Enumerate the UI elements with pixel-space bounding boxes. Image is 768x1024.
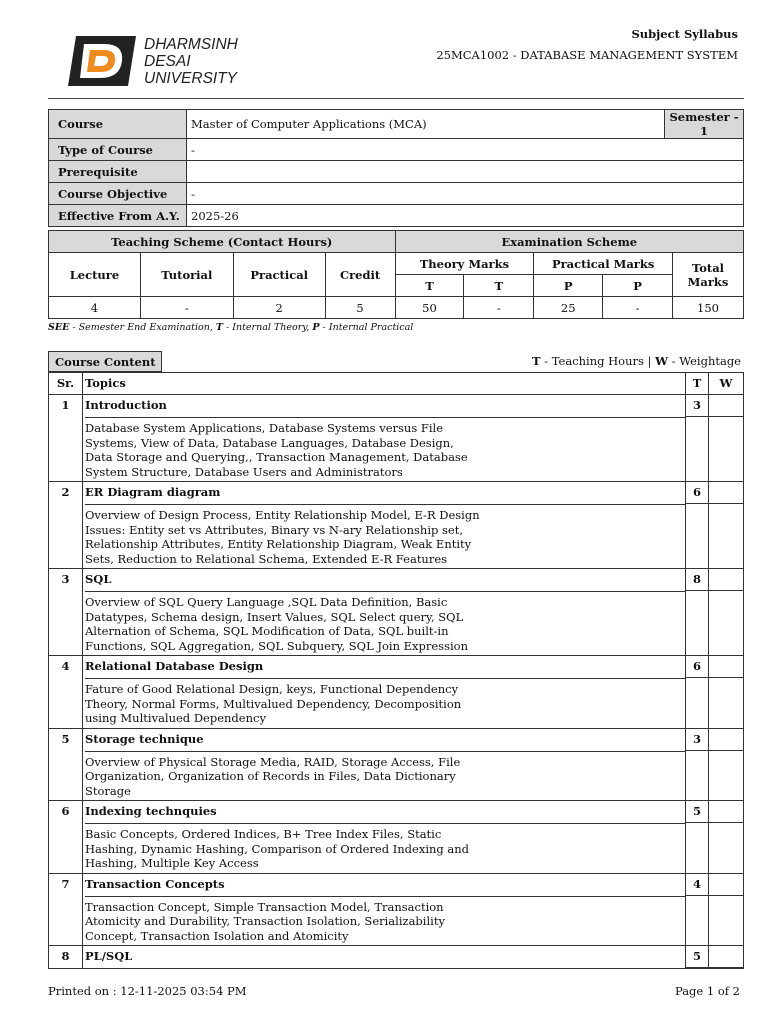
topics-header: Topics [83,373,686,395]
legend-see-key: SEE [48,322,70,333]
legend-t-text: - Internal Theory, [222,322,313,333]
header-info [436,24,738,66]
topic-cell [83,873,686,946]
teaching-scheme-title: Teaching Scheme (Contact Hours) [49,231,396,253]
topic-row [49,946,744,969]
lecture-header: Lecture [49,253,141,297]
topic-weightage-cell [709,728,744,801]
topic-sr: 5 [49,728,83,801]
topic-description: Basic Concepts, Ordered Indices, B+ Tree Index Files, Static Hashing, Dynamic Hashing, Comparison of Ordered Indexing and Hashing, Multiple Key Access [85,827,470,870]
topic-hours-cell [686,482,709,569]
note-w-text: - Weightage [668,354,741,368]
theory-see-value: 50 [395,297,464,319]
topic-row [49,801,744,874]
lecture-value: 4 [49,297,141,319]
topic-sr: 7 [49,873,83,946]
practical-value: 2 [233,297,325,319]
effective-label: Effective From A.Y. [49,205,187,227]
topic-cell [83,946,686,969]
theory-internal-header: T [464,275,534,297]
topic-hours-cell [686,801,709,874]
logo-line-1: DHARMSINH [144,36,238,53]
practical-see-header: P [534,275,603,297]
topic-weightage [709,874,743,896]
effective-value: 2025-26 [187,205,744,227]
topic-row [49,873,744,946]
topic-hours: 3 [686,729,708,751]
content-header-row [49,373,744,395]
university-name [144,36,238,87]
practical-header: Practical [233,253,325,297]
topic-hours: 5 [686,946,708,968]
topic-hours-cell [686,946,709,969]
course-content-table [48,372,744,969]
topic-hours: 6 [686,482,708,504]
topic-cell [83,569,686,656]
topic-weightage-cell [709,656,744,729]
topic-hours-cell [686,873,709,946]
sr-header: Sr. [49,373,83,395]
prereq-row [49,161,744,183]
topic-sr: 4 [49,656,83,729]
university-logo-icon [68,36,136,86]
course-value: Master of Computer Applications (MCA) [187,110,665,139]
type-row [49,139,744,161]
topic-hours: 8 [686,569,708,591]
course-label: Course [49,110,187,139]
topic-sr: 2 [49,482,83,569]
total-marks-value: 150 [673,297,744,319]
topic-title: Indexing technquies [85,801,686,824]
topic-title: PL/SQL [85,949,133,963]
total-marks-header: Total Marks [673,253,744,297]
topic-cell [83,801,686,874]
note-w-key: W [655,354,669,368]
topic-weightage [709,801,743,823]
topic-cell [83,728,686,801]
course-content-tab: Course Content [48,351,162,372]
topic-description: Database System Applications, Database Systems versus File Systems, View of Data, Database Languages, Database Design, Data Storage and Querying,, Transaction Management, Database System Structure, Database Users and Administrators [85,421,468,479]
topic-hours: 4 [686,874,708,896]
topic-hours-cell [686,728,709,801]
topic-title: Storage technique [85,729,686,752]
topic-hours-cell [686,395,709,482]
logo-line-3: UNIVERSITY [144,70,238,87]
objective-row [49,183,744,205]
topic-description: Overview of SQL Query Language ,SQL Data Definition, Basic Datatypes, Schema design, Insert Values, SQL Select query, SQL Alternation of Schema, SQL Modification of Data, SQL built-in Functions, SQL Aggregation, SQL Subquery, SQL Join Expression [85,595,468,653]
topic-hours: 3 [686,395,708,417]
topic-weightage-cell [709,801,744,874]
practical-see-value: 25 [534,297,603,319]
scheme-table [48,230,744,319]
theory-marks-header: Theory Marks [395,253,534,275]
topic-title: SQL [85,569,686,592]
tutorial-header: Tutorial [140,253,233,297]
topic-sr: 8 [49,946,83,969]
type-value: - [187,139,744,161]
content-legend [532,354,741,368]
topic-sr: 3 [49,569,83,656]
legend-p-key: P [312,322,320,333]
topic-weightage-cell [709,569,744,656]
topic-weightage [709,729,743,751]
topic-title: Introduction [85,395,686,418]
topic-weightage [709,395,743,417]
scheme-legend [48,322,413,333]
topic-sr: 1 [49,395,83,482]
topic-cell [83,656,686,729]
topic-description: Overview of Design Process, Entity Relationship Model, E-R Design Issues: Entity set vs Attributes, Binary vs N-ary Relationship set, Relationship Attributes, Entity Relationship Diagram, Weak Entity Sets, Reduction to Relational Schema, Extended E-R Features [85,508,480,566]
topic-cell [83,482,686,569]
theory-internal-value: - [464,297,534,319]
topic-weightage [709,482,743,504]
topic-hours: 6 [686,656,708,678]
legend-p-text: - Internal Practical [319,322,414,333]
topic-row [49,569,744,656]
semester-badge: Semester - 1 [665,110,744,139]
topic-row [49,728,744,801]
topic-description: Overview of Physical Storage Media, RAID, Storage Access, File Organization, Organization of Records in Files, Data Dictionary Storage [85,754,461,798]
course-info-table [48,109,744,227]
effective-row [49,205,744,227]
topic-row [49,482,744,569]
topic-weightage [709,656,743,678]
w-header: W [709,373,744,395]
topic-title: Relational Database Design [85,656,686,679]
legend-see-text: - Semester End Examination, [69,322,216,333]
legend-t-key: T [215,322,223,333]
note-t-text: - Teaching Hours | [540,354,656,368]
prereq-label: Prerequisite [49,161,187,183]
doc-type: Subject Syllabus [631,27,738,41]
practical-marks-header: Practical Marks [534,253,673,275]
exam-scheme-title: Examination Scheme [395,231,743,253]
note-t-key: T [532,354,541,368]
credit-header: Credit [325,253,395,297]
topic-cell [83,395,686,482]
topic-weightage-cell [709,482,744,569]
topic-description: Transaction Concept, Simple Transaction Model, Transaction Atomicity and Durability, Transaction Isolation, Serializability Concept, Transaction Isolation and Atomicity [85,899,445,943]
topic-row [49,395,744,482]
page-number: Page 1 of 2 [674,984,740,998]
topic-sr: 6 [49,801,83,874]
practical-internal-header: P [603,275,673,297]
tutorial-value: - [140,297,233,319]
topic-weightage [709,946,743,968]
topic-description: Fature of Good Relational Design, keys, Functional Dependency Theory, Normal Forms, Multivalued Dependency, Decomposition using Multivalued Dependency [85,682,462,725]
prereq-value [187,161,744,183]
printed-on: Printed on : 12-11-2025 03:54 PM [48,984,247,998]
objective-value: - [187,183,744,205]
topic-weightage-cell [709,395,744,482]
topic-hours: 5 [686,801,708,823]
type-label: Type of Course [49,139,187,161]
topic-hours-cell [686,569,709,656]
subject-title: 25MCA1002 - DATABASE MANAGEMENT SYSTEM [436,48,738,62]
topic-weightage-cell [709,873,744,946]
t-header: T [686,373,709,395]
objective-label: Course Objective [49,183,187,205]
topic-hours-cell [686,656,709,729]
course-row [49,110,744,139]
university-logo [68,36,258,88]
topic-title: Transaction Concepts [85,874,686,897]
theory-see-header: T [395,275,464,297]
topic-weightage [709,569,743,591]
header-divider [48,98,744,99]
credit-value: 5 [325,297,395,319]
logo-line-2: DESAI [144,53,191,70]
topic-row [49,656,744,729]
practical-internal-value: - [603,297,673,319]
topic-title: ER Diagram diagram [85,482,686,505]
topic-weightage-cell [709,946,744,969]
